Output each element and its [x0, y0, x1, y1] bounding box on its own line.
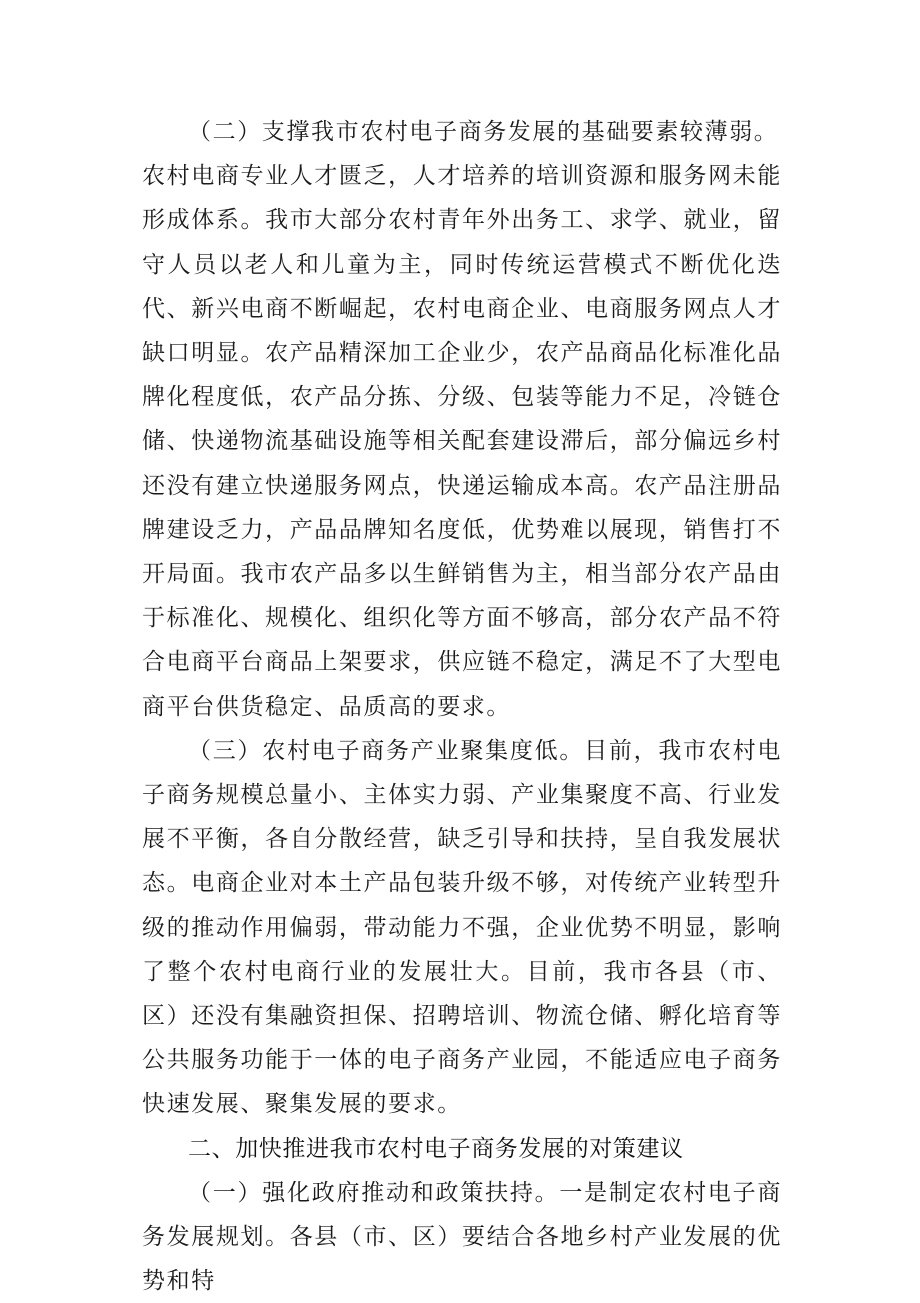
paragraph-industry-clustering: （三）农村电子商务产业聚集度低。目前，我市农村电子商务规模总量小、主体实力弱、产业集聚度不高、行业发展不平衡，各自分散经营，缺乏引导和扶持，呈自我发展状态。电商企业对本土产品包装升级不够，对传统产业转型升级的推动作用偏弱，带动能力不强，企业优势不明显，影响了整个农村电商行业的发展壮大。目前，我市各县（市、区）还没有集融资担保、招聘培训、物流仓储、孵化培育等公共服务功能于一体的电子商务产业园，不能适应电子商务快速发展、聚集发展的要求。: [142, 737, 782, 1118]
paragraph-government-support: （一）强化政府推动和政策扶持。一是制定农村电子商务发展规划。各县（市、区）要结合各地乡村产业发展的优势和特: [142, 1179, 782, 1295]
paragraph-talent-and-logistics: 农村电商专业人才匮乏，人才培养的培训资源和服务网未能形成体系。我市大部分农村青年外出务工、求学、就业，留守人员以老人和儿童为主，同时传统运营模式不断优化迭代、新兴电商不断崛起，农村电商企业、电商服务网点人才缺口明显。农产品精深加工企业少，农产品商品化标准化品牌化程度低，农产品分拣、分级、包装等能力不足，冷链仓储、快递物流基础设施等相关配套建设滞后，部分偏远乡村还没有建立快递服务网点，快递运输成本高。农产品注册品牌建设乏力，产品品牌知名度低，优势难以展现，销售打不开局面。我市农产品多以生鲜销售为主，相当部分农产品由于标准化、规模化、组织化等方面不够高，部分农产品不符合电商平台商品上架要求，供应链不稳定，满足不了大型电商平台供货稳定、品质高的要求。: [142, 163, 782, 720]
section-heading-countermeasures: 二、加快推进我市农村电子商务发展的对策建议: [188, 1135, 684, 1162]
document-body: [142, 110, 782, 1303]
subheading-infrastructure-weak: （二）支撑我市农村电子商务发展的基础要素较薄弱。: [188, 119, 779, 145]
